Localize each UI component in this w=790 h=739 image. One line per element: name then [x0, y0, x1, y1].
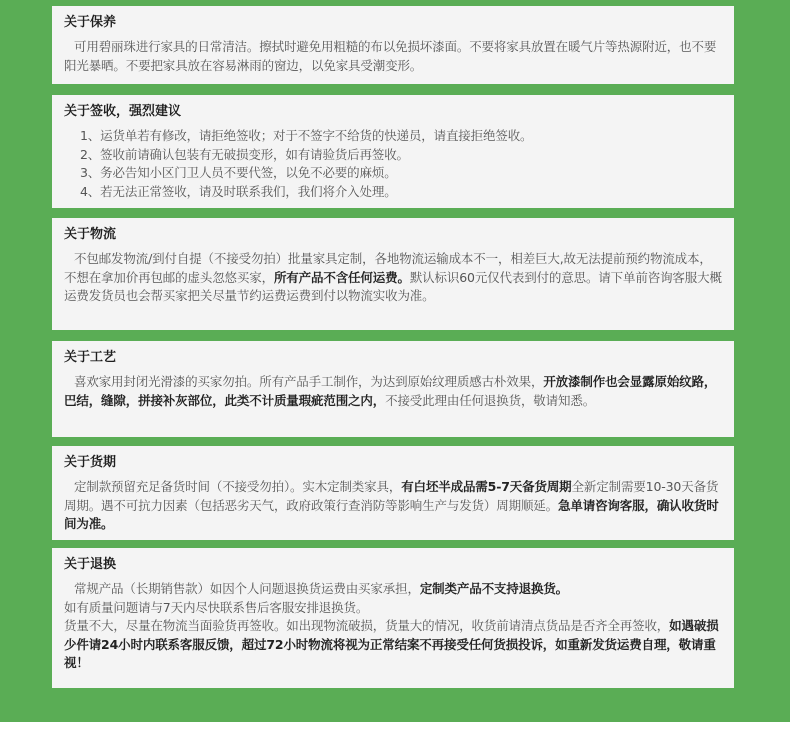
body-text: 4、若无法正常签收，请及时联系我们，我们将介入处理。	[80, 183, 397, 199]
section-body	[64, 250, 722, 306]
body-text: 不接受此理由任何退换货，敬请知悉。	[385, 392, 596, 408]
body-text-bold: 急单请咨询客服，确认收货时间为准。	[64, 497, 719, 531]
section-body	[64, 38, 722, 75]
body-text-bold: 所有产品不含任何运费。	[273, 269, 410, 285]
list-item	[64, 183, 722, 202]
section-body	[64, 580, 722, 599]
section-logistics	[52, 218, 734, 330]
section-title: 关于退换	[64, 557, 117, 572]
list-item	[64, 127, 722, 146]
body-text-bold: 定制类产品不支持退换货。	[419, 581, 569, 596]
body-text: 不包邮发物流/到付自提（不接受勿拍）批量家具定制，各地物流运输成本不一，相差巨大,故无法提前预约物流成本，不想在拿加价再包邮的虚头忽悠买家，	[64, 251, 712, 285]
body-text: 常规产品（长期销售款）如因个人问题退换货运费由买家承担，	[74, 581, 420, 596]
section-delivery-time	[52, 446, 734, 540]
section-title: 关于物流	[64, 227, 117, 242]
body-text: 2、签收前请确认包装有无破损变形，如有请验货后再签收。	[80, 146, 409, 162]
body-text: 可用碧丽珠进行家具的日常清洁。擦拭时避免用粗糙的布以免损坏漆面。不要将家具放置在暖气片等热源附近，也不要阳光暴晒。不要把家具放在容易淋雨的窗边，以免家具受潮变形。	[64, 39, 717, 73]
list-item	[64, 146, 722, 165]
body-text: 货量不大，尽量在物流当面验货再签收。如出现物流破损，货量大的情况，收货前请清点货品是否齐全再签收，	[64, 618, 670, 633]
section-title: 关于签收，强烈建议	[64, 104, 182, 119]
body-text: 如有质量问题请与7天内尽快联系售后客服安排退换货。	[64, 599, 369, 615]
section-title: 关于工艺	[64, 350, 117, 365]
body-text: 1、运货单若有修改，请拒绝签收；对于不签字不给货的快递员，请直接拒绝签收。	[80, 128, 533, 143]
section-signing	[52, 95, 734, 208]
section-body	[64, 373, 722, 410]
list-item	[64, 164, 722, 183]
body-text-bold: 有白坯半成品需5-7天备货周期	[401, 479, 572, 494]
body-text-bold: 如遇破损少件请24小时内联系客服反馈，超过72小时物流将视为正常结案不再接受任何货损投诉，如重新发货运费自理，敬请重视！	[64, 618, 719, 670]
body-text: 定制款预留充足备货时间（不接受勿拍）。实木定制类家具，	[74, 479, 402, 494]
section-body	[64, 478, 722, 534]
section-title: 关于货期	[64, 455, 117, 470]
body-text: 喜欢家用封闭光滑漆的买家勿拍。所有产品手工制作，为达到原始纹理质感古朴效果，	[74, 374, 544, 389]
section-body	[64, 617, 722, 673]
body-text: 3、务必告知小区门卫人员不要代签，以免不必要的麻烦。	[80, 165, 397, 180]
section-care	[52, 6, 734, 84]
body-text: 默认标识60元仅代表到付的意思。请下单前咨询客服大概运费发货员也会帮买家把关尽量节约运费运费到付以物流实收为准。	[64, 269, 722, 303]
body-text-bold: 开放漆制作也会显露原始纹路，巴结，缝隙，拼接补灰部位，此类不计质量瑕疵范围之内，	[64, 374, 717, 408]
body-text: 全新定制需要10-30天备货周期。遇不可抗力因素（包括恶劣天气，政府政策行查消防等影响生产与发货）周期顺延。	[64, 479, 719, 513]
section-title: 关于保养	[64, 15, 117, 30]
section-body	[64, 599, 722, 618]
section-craft	[52, 341, 734, 437]
section-returns	[52, 548, 734, 688]
